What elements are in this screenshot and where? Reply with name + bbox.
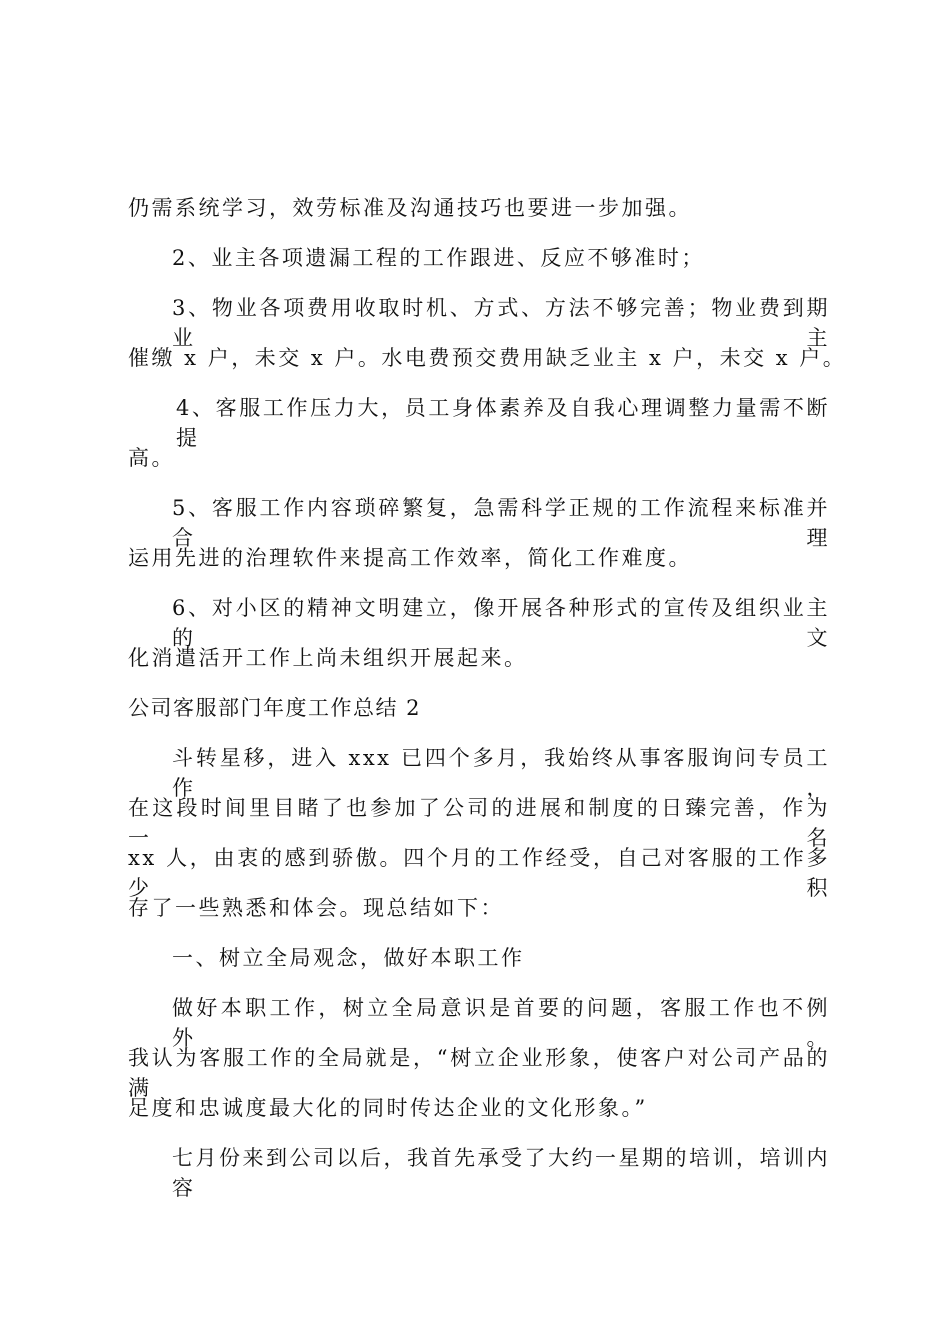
text-line: 七月份来到公司以后，我首先承受了大约一星期的培训，培训内容: [172, 1146, 830, 1200]
text-line: 运用先进的治理软件来提高工作效率，简化工作难度。: [128, 546, 692, 570]
subheading: 一、树立全局观念，做好本职工作: [172, 946, 525, 970]
text-line: 存了一些熟悉和体会。现总结如下：: [128, 896, 504, 920]
text-line: 斗转星移，进入 xxx 已四个多月，我始终从事客服询问专员工作，: [172, 746, 830, 800]
text-line: 6、对小区的精神文明建立，像开展各种形式的宣传及组织业主的文: [172, 596, 830, 650]
text-line: 5、客服工作内容琐碎繁复，急需科学正规的工作流程来标准并合理: [172, 496, 830, 550]
text-line: 做好本职工作，树立全局意识是首要的问题，客服工作也不例外。: [172, 996, 830, 1050]
section-title: 公司客服部门年度工作总结 2: [128, 696, 422, 720]
text-line: 3、物业各项费用收取时机、方式、方法不够完善；物业费到期业主: [172, 296, 830, 350]
text-line: 足度和忠诚度最大化的同时传达企业的文化形象。”: [128, 1096, 648, 1120]
text-line: 催缴 x 户，未交 x 户。水电费预交费用缺乏业主 x 户，未交 x 户。: [128, 346, 847, 370]
text-line: 高。: [128, 446, 175, 470]
text-line: 化消遣活开工作上尚未组织开展起来。: [128, 646, 528, 670]
text-line: 我认为客服工作的全局就是，“树立企业形象，使客户对公司产品的满: [128, 1046, 830, 1100]
text-line: 4、客服工作压力大，员工身体素养及自我心理调整力量需不断提: [176, 396, 830, 450]
text-line: 仍需系统学习，效劳标准及沟通技巧也要进一步加强。: [128, 196, 692, 220]
text-line: 在这段时间里目睹了也参加了公司的进展和制度的日臻完善，作为一名: [128, 796, 830, 850]
text-line: xx 人，由衷的感到骄傲。四个月的工作经受，自己对客服的工作多少积: [128, 846, 830, 900]
text-line: 2、业主各项遗漏工程的工作跟进、反应不够准时；: [172, 246, 705, 270]
